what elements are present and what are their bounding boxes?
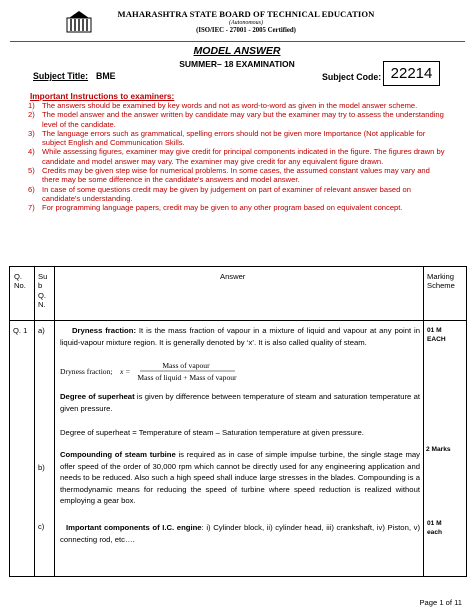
sub-question-c: c) <box>38 522 45 531</box>
msbte-logo-icon <box>66 10 92 34</box>
answer-dryness-fraction: Dryness fraction: It is the mass fraction of vapour in a mixture of liquid and vapour at any point in liquid-vapour mixture region. It is generally denoted by ‘x’. It is also called quality of steam. <box>60 326 421 347</box>
formula-numerator: Mass of vapour <box>162 361 210 370</box>
exam-title: SUMMER– 18 EXAMINATION <box>179 59 295 69</box>
sub-question-a: a) <box>38 326 45 335</box>
formula-label: Dryness fraction; <box>60 367 113 376</box>
answer-superheat-equation: Degree of superheat = Temperature of steam – Saturation temperature at given pressure. <box>60 428 364 437</box>
subject-title-value: BME <box>96 71 116 81</box>
table-header-divider <box>10 320 466 321</box>
subject-code-label: Subject Code: <box>322 72 382 82</box>
org-title: MAHARASHTRA STATE BOARD OF TECHNICAL EDUCATION <box>117 9 375 19</box>
formula-variable: x = <box>120 367 131 376</box>
subject-title-label: Subject Title: <box>33 71 89 81</box>
instructions-list <box>28 101 446 213</box>
header-q-no: Q. No. <box>14 272 26 291</box>
instruction-item: 2) The model answer and the answer written by candidate may vary but the examiner may try to assess the understanding level of the candidate. <box>28 110 444 129</box>
org-header <box>96 9 396 34</box>
header-divider <box>10 41 465 42</box>
org-subtitle: (Autonomous) <box>229 20 263 26</box>
instruction-item: 3) The language errors such as grammatical, spelling errors should not be given more Importance (Not applicable for subject English and Communication Skills. <box>28 128 426 148</box>
sub-question-b: b) <box>38 463 45 472</box>
header-sub-q: Su b Q. N. <box>38 272 48 309</box>
instruction-item: 6) In case of some questions credit may be given by judgement on part of examiner of relevant answer based on candidate's understanding. <box>28 184 411 203</box>
instruction-item: 5) Credits may be given step wise for numerical problems. In some cases, the assumed constant values may vary and there may be some difference in the candidate's answers and model answer. <box>28 166 430 185</box>
instruction-item: 1) The answers should be examined by key words and not as word-to-word as given in the model answer scheme. <box>28 101 418 110</box>
instruction-item: 4) While assessing figures, examiner may give credit for principal components indicated in the figure. The figures drawn by candidate and model answer may vary. The examiner may give credit for any equivalent figure drawn. <box>28 147 445 166</box>
table-divider <box>423 267 424 576</box>
formula-denominator: Mass of liquid + Mass of vapour <box>137 373 237 382</box>
doc-title: MODEL ANSWER <box>193 45 281 57</box>
subject-code-box: 22214 <box>383 61 440 86</box>
page-footer: Page 1 of 11 <box>419 598 462 607</box>
marks-c: 01 M each <box>427 520 443 536</box>
header-marking-scheme: Marking Scheme <box>427 272 455 291</box>
instruction-item: 7) For programming language papers, credit may be given to any other program based on equivalent concept. <box>28 203 403 213</box>
table-divider <box>54 267 55 576</box>
table-divider <box>34 267 35 576</box>
answer-ic-engine-components: Important components of I.C. engine: i) Cylinder block, ii) cylinder head, iii) crankshaft, iv) Piston, v) connecting rod, etc…. <box>60 523 421 544</box>
question-number: Q. 1 <box>13 326 28 335</box>
answer-table <box>9 266 467 577</box>
dryness-fraction-formula <box>60 360 260 382</box>
marks-a: 01 M EACH <box>427 327 446 343</box>
header-answer: Answer <box>220 272 246 281</box>
org-certification: (ISO/IEC - 27001 - 2005 Certified) <box>196 27 296 34</box>
marks-b: 2 Marks <box>426 446 451 453</box>
instructions-title: Important Instructions to examiners: <box>30 91 175 101</box>
answer-degree-of-superheat: Degree of superheat is given by difference between temperature of steam and saturation temperature at given pressure. <box>60 392 420 413</box>
answer-compounding: Compounding of steam turbine is required as in case of simple impulse turbine, the single stage may offer speed of the order of 30,000 rpm which cannot be directly used for any engineering application and needs to be reduced. Also such a high speed shall induce large stresses in the blades. Compounding is a thermodynamic means for reducing the speed of turbine where speed reduction is realized without employing a gear box. <box>60 450 420 506</box>
